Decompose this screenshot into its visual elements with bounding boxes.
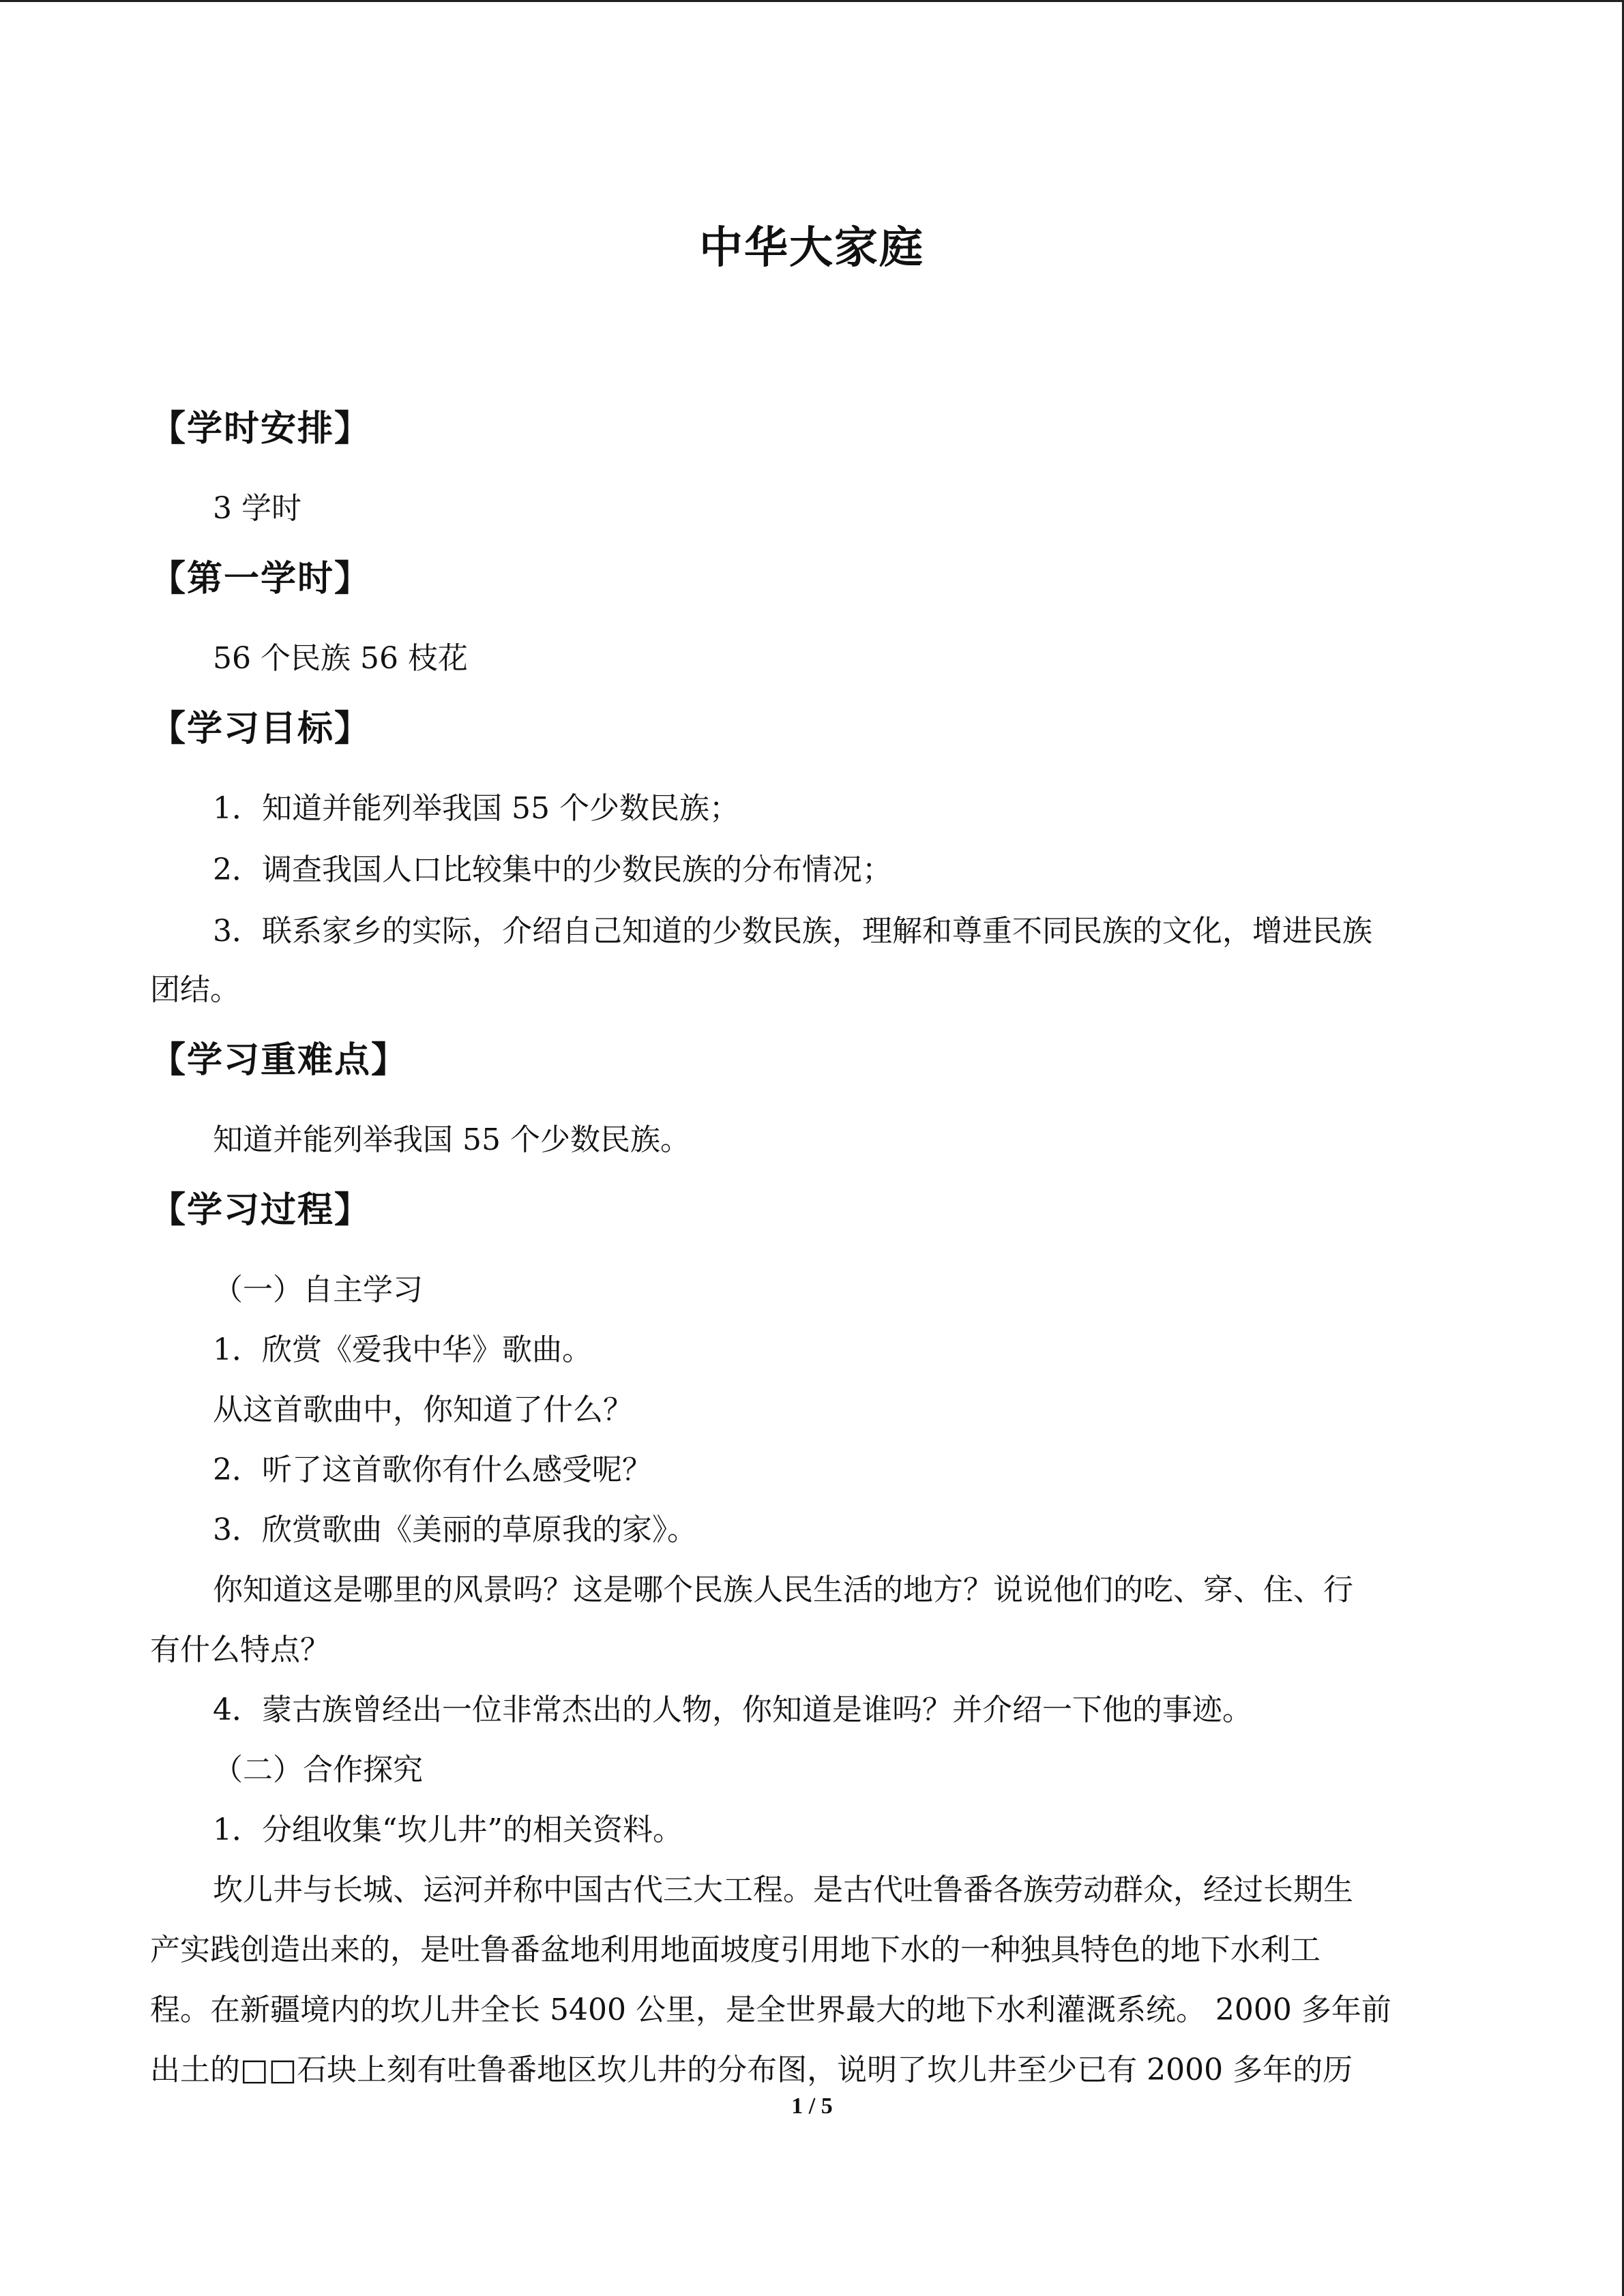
document-title: 中华大家庭 [699,223,924,273]
paragraph: 2．调查我国人口比较集中的少数民族的分布情况； [213,852,892,887]
page-number: 1 / 5 [791,2093,833,2119]
heading-schedule: 【学时安排】 [150,408,372,449]
paragraph: 你知道这是哪里的风景吗？这是哪个民族人民生活的地方？说说他们的吃、穿、住、行 [213,1572,1353,1607]
paragraph: 知道并能列举我国 55 个少数民族。 [213,1122,690,1157]
paragraph: 出土的□□石块上刻有吐鲁番地区坎儿井的分布图，说明了坎儿井至少已有 2000 多年的历 [150,2053,1353,2087]
paragraph: 56 个民族 56 枝花 [213,641,468,676]
paragraph: 有什么特点？ [150,1632,330,1667]
paragraph: 团结。 [150,972,240,1007]
paragraph: 坎儿井与长城、运河并称中国古代三大工程。是古代吐鲁番各族劳动群众，经过长期生 [213,1873,1353,1907]
paragraph: 1．欣赏《爱我中华》歌曲。 [213,1332,592,1367]
heading-learning-process: 【学习过程】 [150,1190,372,1231]
paragraph: （二）合作探究 [213,1753,423,1787]
paragraph: 从这首歌曲中，你知道了什么？ [213,1392,633,1427]
paragraph: 1．知道并能列举我国 55 个少数民族； [213,791,739,826]
heading-key-points: 【学习重难点】 [150,1040,409,1081]
paragraph: 3．欣赏歌曲《美丽的草原我的家》。 [213,1512,697,1547]
paragraph: 2．听了这首歌你有什么感受呢？ [213,1452,652,1487]
paragraph: 3．联系家乡的实际，介绍自己知道的少数民族，理解和尊重不同民族的文化，增进民族 [213,914,1372,949]
paragraph: 产实践创造出来的，是吐鲁番盆地利用地面坡度引用地下水的一种独具特色的地下水利工 [150,1933,1320,1967]
paragraph: 4．蒙古族曾经出一位非常杰出的人物，你知道是谁吗？并介绍一下他的事迹。 [213,1693,1252,1727]
heading-learning-goals: 【学习目标】 [150,709,372,749]
paragraph: （一）自主学习 [213,1272,423,1307]
heading-first-period: 【第一学时】 [150,558,372,599]
paragraph: 程。在新疆境内的坎儿井全长 5400 公里，是全世界最大的地下水利灌溉系统。 2000 多年前 [150,1993,1391,2027]
paragraph: 3 学时 [213,491,301,526]
paragraph: 1．分组收集“坎儿井”的相关资料。 [213,1813,683,1847]
